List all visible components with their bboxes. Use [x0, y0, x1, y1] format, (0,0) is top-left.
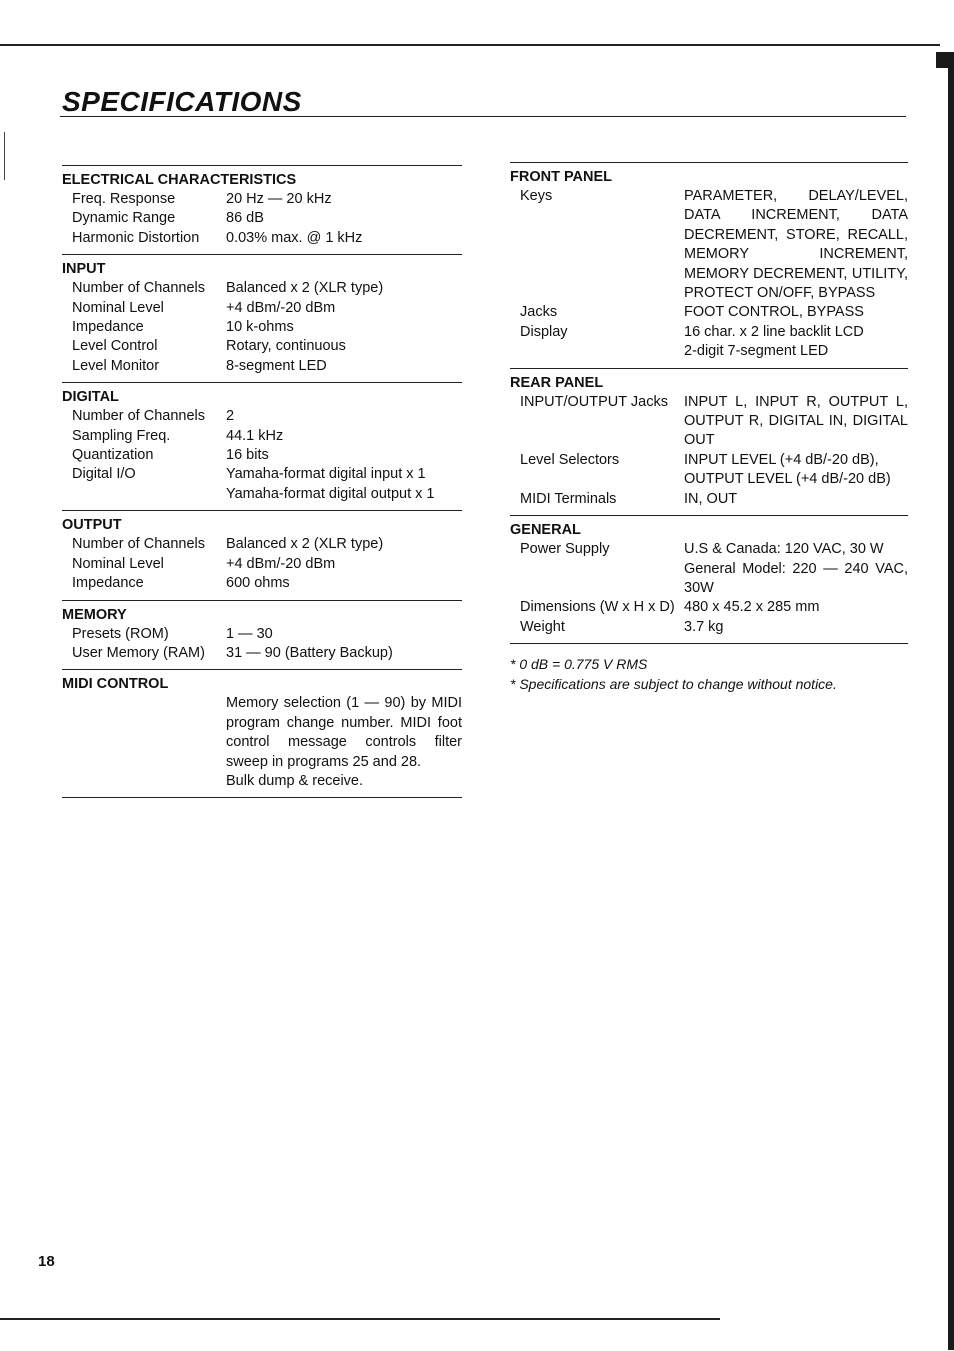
spec-value: [684, 187, 908, 303]
spec-label: User Memory (RAM): [72, 644, 205, 661]
spec-value-line: 3.7 kg: [684, 618, 724, 635]
spec-value-line: 0.03% max. @ 1 kHz: [226, 229, 363, 246]
spec-value: [226, 465, 462, 504]
spec-value-line: 16 bits: [226, 447, 269, 464]
spec-label: Dimensions (W x H x D): [520, 599, 675, 616]
spec-label: Harmonic Distortion: [72, 229, 200, 246]
spec-section-midi-control: [62, 669, 462, 798]
spec-value-line: Yamaha-format digital input x 1: [226, 466, 426, 483]
spec-value: [226, 337, 462, 356]
spec-label: Impedance: [72, 319, 144, 336]
spec-label: Jacks: [520, 304, 558, 321]
spec-value: [684, 598, 908, 617]
spec-label: Freq. Response: [72, 191, 176, 207]
spec-label: Nominal Level: [72, 299, 164, 316]
spec-row-jacks: [510, 303, 908, 322]
section-title: DIGITAL: [62, 389, 119, 406]
page-edge-shadow: [948, 60, 954, 1350]
spec-label: Level Selectors: [520, 451, 620, 468]
title-rule: [60, 116, 906, 117]
spec-value-line: 86 dB: [226, 210, 264, 227]
spec-value: [226, 574, 462, 593]
section-title: REAR PANEL: [510, 374, 604, 391]
spec-section-front-panel: [510, 162, 908, 368]
spec-label: Nominal Level: [72, 555, 164, 572]
spec-section-input: [62, 254, 462, 382]
spec-value-line: U.S & Canada: 120 VAC, 30 W: [684, 541, 884, 558]
spec-value-line: +4 dBm/-20 dBm: [226, 299, 336, 316]
spec-value: [226, 279, 462, 298]
spec-label: [62, 694, 226, 791]
section-title: MEMORY: [62, 606, 127, 623]
spec-row-dynamic-range: [62, 209, 462, 228]
spec-value: [226, 407, 462, 426]
spec-row-user-memory-ram: [62, 644, 462, 663]
spec-label: Presets (ROM): [72, 625, 169, 642]
spec-row-input-output-jacks: [510, 393, 908, 451]
spec-value-line: INPUT L, INPUT R, OUTPUT L, OUTPUT R, DIGITAL IN, DIGITAL OUT: [684, 393, 908, 449]
spec-row-midi-terminals: [510, 490, 908, 509]
spec-label: Number of Channels: [72, 408, 205, 425]
spec-row-power-supply: [510, 540, 908, 598]
spec-value: [226, 644, 462, 663]
spec-label: Number of Channels: [72, 280, 205, 297]
spec-value: [226, 318, 462, 337]
page-title: SPECIFICATIONS: [62, 86, 302, 117]
spec-row-display: [510, 323, 908, 362]
spec-value-line: General Model: 220 — 240 VAC, 30W: [684, 560, 908, 596]
left-spec-column: [62, 165, 462, 798]
spec-value-line: INPUT LEVEL (+4 dB/-20 dB),: [684, 451, 879, 468]
spec-label: Quantization: [72, 447, 154, 464]
spec-value: [226, 694, 462, 791]
spec-row-weight: [510, 618, 908, 637]
spec-value-line: 16 char. x 2 line backlit LCD: [684, 323, 864, 340]
spec-value-line: FOOT CONTROL, BYPASS: [684, 304, 864, 321]
footnotes: [510, 654, 908, 694]
section-title: INPUT: [62, 261, 106, 278]
spec-row-impedance: [62, 318, 462, 337]
spec-row-level-selectors: [510, 451, 908, 490]
spec-label: Sampling Freq.: [72, 427, 171, 444]
top-rule: [0, 44, 940, 46]
spec-row-harmonic-distortion: [62, 229, 462, 248]
spec-value-line: OUTPUT LEVEL (+4 dB/-20 dB): [684, 471, 891, 488]
spec-value-line: 20 Hz — 20 kHz: [226, 191, 332, 207]
spec-row-number-of-channels: [62, 407, 462, 426]
spec-value: [684, 540, 908, 598]
spec-value-line: PARAMETER, DELAY/LEVEL, DATA INCREMENT, DATA DECREMENT, STORE, RECALL, MEMORY INCREMENT, MEMORY DECREMENT, UTILITY, PROTECT ON/OFF, BYPASS: [684, 188, 908, 302]
spec-label: Level Monitor: [72, 357, 160, 374]
spec-label: Display: [520, 323, 568, 340]
spec-value: [684, 451, 908, 490]
spec-row-dimensions-w-x-h-x-d: [510, 598, 908, 617]
spec-value: [226, 209, 462, 228]
spec-value-line: 44.1 kHz: [226, 427, 284, 444]
spec-row-freq-response: [62, 190, 462, 209]
spec-value: [684, 393, 908, 451]
spec-row-level-monitor: [62, 357, 462, 376]
spec-value: [226, 229, 462, 248]
spec-value: [226, 427, 462, 446]
spec-label: Weight: [520, 618, 565, 635]
spec-row-level-control: [62, 337, 462, 356]
spec-label: Impedance: [72, 575, 144, 592]
page-number: 18: [38, 1253, 55, 1270]
spec-row-impedance: [62, 574, 462, 593]
spec-row-sampling-freq: [62, 427, 462, 446]
spec-row-nominal-level: [62, 555, 462, 574]
spec-value: [684, 303, 908, 322]
spec-value-line: 2: [226, 408, 235, 425]
spec-label: Level Control: [72, 338, 158, 355]
footnote-rms: * 0 dB = 0.775 V RMS: [510, 656, 648, 673]
spec-value-line: 8-segment LED: [226, 357, 327, 374]
spec-value-line: 2-digit 7-segment LED: [684, 343, 829, 360]
spec-section-output: [62, 510, 462, 599]
section-title: MIDI CONTROL: [62, 676, 169, 693]
spec-value-line: 600 ohms: [226, 575, 290, 592]
spec-value-line: Balanced x 2 (XLR type): [226, 536, 384, 553]
spec-value: [226, 190, 462, 209]
spec-value-line: IN, OUT: [684, 490, 738, 507]
spec-section-rear-panel: [510, 368, 908, 515]
spec-value: [226, 555, 462, 574]
spec-label: Digital I/O: [72, 466, 136, 483]
spec-value-line: 1 — 30: [226, 625, 273, 642]
spec-value-line: Balanced x 2 (XLR type): [226, 280, 384, 297]
spec-row-digital-i-o: [62, 465, 462, 504]
spec-value: [226, 299, 462, 318]
spec-value: [684, 490, 908, 509]
spec-row-nominal-level: [62, 299, 462, 318]
spec-value-line: 480 x 45.2 x 285 mm: [684, 599, 820, 616]
spec-row-blank: [62, 694, 462, 791]
section-title: ELECTRICAL CHARACTERISTICS: [62, 172, 297, 188]
spec-label: Power Supply: [520, 541, 610, 558]
spec-label: Number of Channels: [72, 536, 205, 553]
footnote-change-notice: * Specifications are subject to change without notice.: [510, 676, 837, 693]
spec-section-digital: [62, 382, 462, 510]
spec-value-line: Yamaha-format digital output x 1: [226, 485, 435, 502]
spec-value-line: 31 — 90 (Battery Backup): [226, 644, 393, 661]
spec-section-electrical-characteristics: [62, 165, 462, 254]
spec-label: Dynamic Range: [72, 210, 176, 227]
spec-value: [226, 357, 462, 376]
spec-value: [684, 618, 908, 637]
spec-row-presets-rom: [62, 625, 462, 644]
section-title: FRONT PANEL: [510, 169, 613, 185]
spec-value-line: Rotary, continuous: [226, 338, 346, 355]
spec-section-general: [510, 515, 908, 644]
spec-value-line: Bulk dump & receive.: [226, 772, 364, 789]
spec-row-number-of-channels: [62, 279, 462, 298]
spec-value: [226, 446, 462, 465]
spec-value: [684, 323, 908, 362]
bottom-rule: [0, 1318, 720, 1320]
section-title: GENERAL: [510, 522, 581, 539]
spec-section-memory: [62, 600, 462, 670]
section-title: OUTPUT: [62, 517, 122, 534]
spec-row-quantization: [62, 446, 462, 465]
spec-value-line: +4 dBm/-20 dBm: [226, 555, 336, 572]
spec-label: MIDI Terminals: [520, 490, 617, 507]
spec-label: INPUT/OUTPUT Jacks: [520, 393, 668, 410]
margin-mark: [4, 132, 5, 180]
spec-value-line: 10 k-ohms: [226, 319, 294, 336]
spec-value: [226, 625, 462, 644]
spec-value-line: Memory selection (1 — 90) by MIDI program change number. MIDI foot control message controls filter sweep in programs 25 and 28.: [226, 695, 462, 770]
spec-value: [226, 535, 462, 554]
spec-row-keys: [510, 187, 908, 303]
spec-label: Keys: [520, 188, 553, 204]
spec-row-number-of-channels: [62, 535, 462, 554]
right-spec-column: [510, 162, 908, 694]
right-spec-sections: [510, 162, 908, 644]
